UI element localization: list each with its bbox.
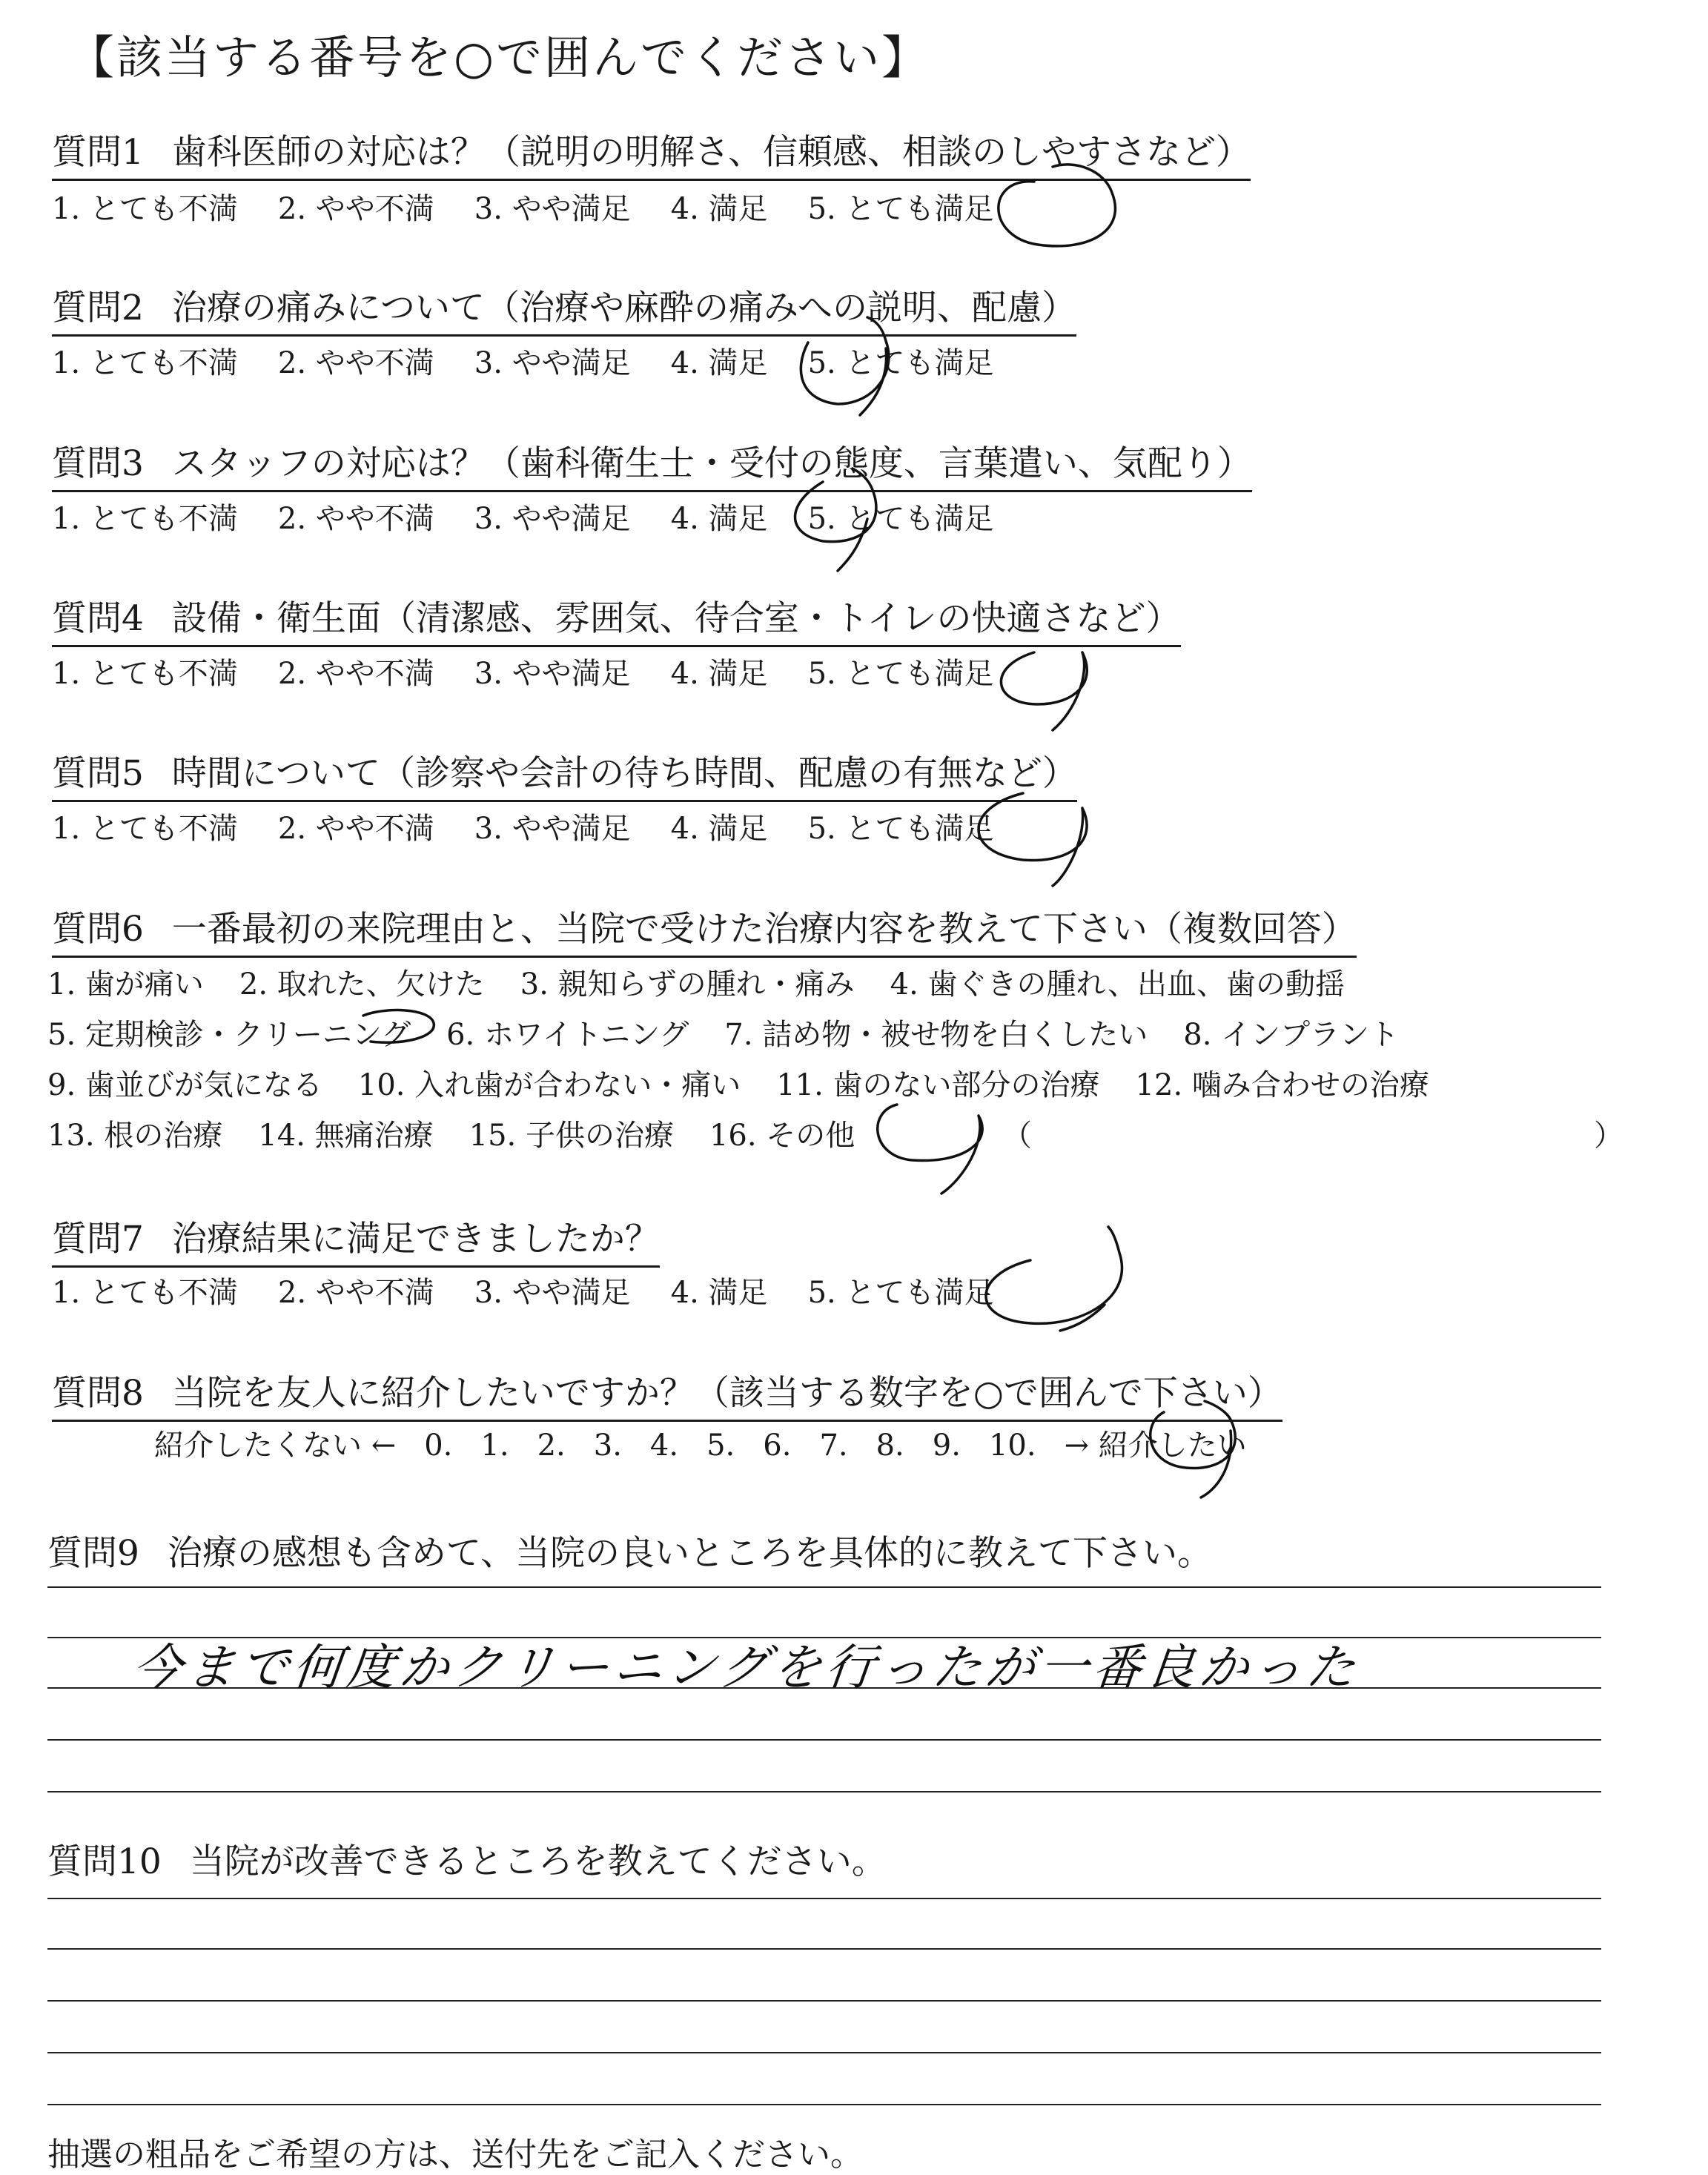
question-text: 治療結果に満足できましたか？ (171, 1219, 660, 1259)
reason-option[interactable]: 10. 入れ歯が合わない・痛い (357, 1068, 741, 1102)
question-text: 治療の痛みについて（治療や麻酔の痛みへの説明、配慮） (171, 288, 1077, 328)
option-3[interactable]: 3. やや満足 (474, 812, 631, 846)
reason-option[interactable]: 15. 子供の治療 (469, 1119, 674, 1153)
scale-option[interactable]: 4. (649, 1429, 679, 1463)
option-4[interactable]: 4. 満足 (670, 192, 768, 226)
option-4[interactable]: 4. 満足 (670, 657, 768, 691)
option-1[interactable]: 1. とても不満 (52, 346, 238, 380)
reason-option[interactable]: 4. 歯ぐきの腫れ、出血、歯の動揺 (890, 967, 1345, 1002)
reason-option[interactable]: 11. 歯のない部分の治療 (776, 1068, 1100, 1102)
option-5[interactable]: 5. とても満足 (807, 192, 994, 226)
question-text: 時間について（診察や会計の待ち時間、配慮の有無など） (171, 753, 1077, 794)
option-3[interactable]: 3. やや満足 (474, 502, 631, 536)
option-5[interactable]: 5. とても満足 (807, 1276, 994, 1310)
handwritten-answer[interactable]: 今まで何度かクリーニングを行ったが一番良かった (130, 1639, 1363, 1696)
option-1[interactable]: 1. とても不満 (52, 657, 238, 691)
option-5[interactable]: 5. とても満足 (807, 812, 994, 846)
option-4[interactable]: 4. 満足 (670, 812, 768, 846)
scale-right-label: → 紹介したい (1064, 1429, 1247, 1463)
other-paren-open: （ (1002, 1119, 1032, 1153)
option-3[interactable]: 3. やや満足 (474, 192, 631, 226)
answer-circle-q8 (1151, 1401, 1236, 1497)
reason-option[interactable]: 7. 詰め物・被せ物を白くしたい (724, 1018, 1148, 1052)
question-text: 歯科医師の対応は？（説明の明解さ、信頼感、相談のしやすさなど） (171, 132, 1251, 173)
reason-option[interactable]: 5. 定期検診・クリーニング (47, 1018, 411, 1052)
reason-option[interactable]: 8. インプラント (1183, 1018, 1400, 1052)
scale-option[interactable]: 7. (819, 1429, 848, 1463)
reason-option[interactable]: 16. その他 (709, 1119, 855, 1153)
option-4[interactable]: 4. 満足 (670, 502, 768, 536)
option-5[interactable]: 5. とても満足 (807, 346, 994, 380)
option-3[interactable]: 3. やや満足 (474, 657, 631, 691)
question-number: 質問3 (52, 443, 144, 484)
reason-option[interactable]: 2. 取れた、欠けた (239, 967, 485, 1002)
option-1[interactable]: 1. とても不満 (52, 192, 238, 226)
answer-circle-q1 (999, 165, 1116, 246)
answer-circle-q5 (979, 793, 1087, 886)
question-number: 質問8 (52, 1373, 144, 1414)
answer-circle-q7 (986, 1227, 1122, 1331)
question-text: スタッフの対応は？（歯科衛生士・受付の態度、言葉遣い、気配り） (171, 443, 1252, 484)
question-number: 質問6 (52, 909, 144, 950)
option-3[interactable]: 3. やや満足 (474, 346, 631, 380)
reason-option[interactable]: 9. 歯並びが気になる (47, 1068, 322, 1102)
option-5[interactable]: 5. とても満足 (807, 657, 994, 691)
option-2[interactable]: 2. やや不満 (277, 192, 434, 226)
scale-option[interactable]: 0. (424, 1429, 453, 1463)
scale-left-label: 紹介したくない ← (154, 1429, 397, 1463)
option-5[interactable]: 5. とても満足 (807, 502, 994, 536)
scale-option[interactable]: 6. (763, 1429, 792, 1463)
answer-circle-q2 (801, 317, 889, 415)
question-number: 質問2 (52, 288, 144, 328)
scale-option[interactable]: 3. (593, 1429, 622, 1463)
answer-circle-q4 (1001, 652, 1087, 730)
reason-option[interactable]: 1. 歯が痛い (47, 967, 204, 1002)
answer-circle-q6-other (878, 1105, 982, 1194)
option-3[interactable]: 3. やや満足 (474, 1276, 631, 1310)
question-number: 質問5 (52, 753, 144, 794)
option-2[interactable]: 2. やや不満 (277, 1276, 434, 1310)
option-1[interactable]: 1. とても不満 (52, 1276, 238, 1310)
question-number: 質問9 (47, 1533, 139, 1574)
footer-note: 抽選の粗品をご希望の方は、送付先をご記入ください。 (47, 2136, 863, 2174)
question-text: 設備・衛生面（清潔感、雰囲気、待合室・トイレの快適さなど） (171, 598, 1181, 639)
option-4[interactable]: 4. 満足 (670, 346, 768, 380)
scale-option[interactable]: 9. (932, 1429, 961, 1463)
question-number: 質問1 (52, 132, 144, 173)
question-text: 当院が改善できるところを教えてください。 (189, 1841, 887, 1882)
option-4[interactable]: 4. 満足 (670, 1276, 768, 1310)
reason-option[interactable]: 13. 根の治療 (47, 1119, 223, 1153)
option-2[interactable]: 2. やや不満 (277, 657, 434, 691)
question-text: 治療の感想も含めて、当院の良いところを具体的に教えて下さい。 (167, 1533, 1212, 1574)
scale-option[interactable]: 2. (537, 1429, 566, 1463)
scale-option[interactable]: 10. (988, 1429, 1036, 1463)
other-paren-close: ） (1594, 1119, 1623, 1153)
option-2[interactable]: 2. やや不満 (277, 502, 434, 536)
option-1[interactable]: 1. とても不満 (52, 812, 238, 846)
answer-circle-q3 (795, 469, 876, 571)
option-2[interactable]: 2. やや不満 (277, 346, 434, 380)
question-number: 質問7 (52, 1219, 144, 1259)
question-text: 一番最初の来院理由と、当院で受けた治療内容を教えて下さい（複数回答） (171, 909, 1357, 950)
option-2[interactable]: 2. やや不満 (277, 812, 434, 846)
scale-option[interactable]: 1. (480, 1429, 509, 1463)
answer-circle-q6-cleaning (363, 1010, 434, 1043)
reason-option[interactable]: 14. 無痛治療 (258, 1119, 434, 1153)
form-title: 【該当する番号を○で囲んでください】 (68, 30, 930, 85)
reason-option[interactable]: 6. ホワイトニング (446, 1018, 689, 1052)
reason-option[interactable]: 3. 親知らずの腫れ・痛み (520, 967, 855, 1002)
question-number: 質問10 (47, 1841, 162, 1882)
scale-option[interactable]: 5. (706, 1429, 735, 1463)
scale-option[interactable]: 8. (875, 1429, 904, 1463)
question-number: 質問4 (52, 598, 144, 639)
option-1[interactable]: 1. とても不満 (52, 502, 238, 536)
reason-option[interactable]: 12. 噛み合わせの治療 (1135, 1068, 1429, 1102)
question-text: 当院を友人に紹介したいですか？（該当する数字を○で囲んで下さい） (171, 1373, 1282, 1414)
